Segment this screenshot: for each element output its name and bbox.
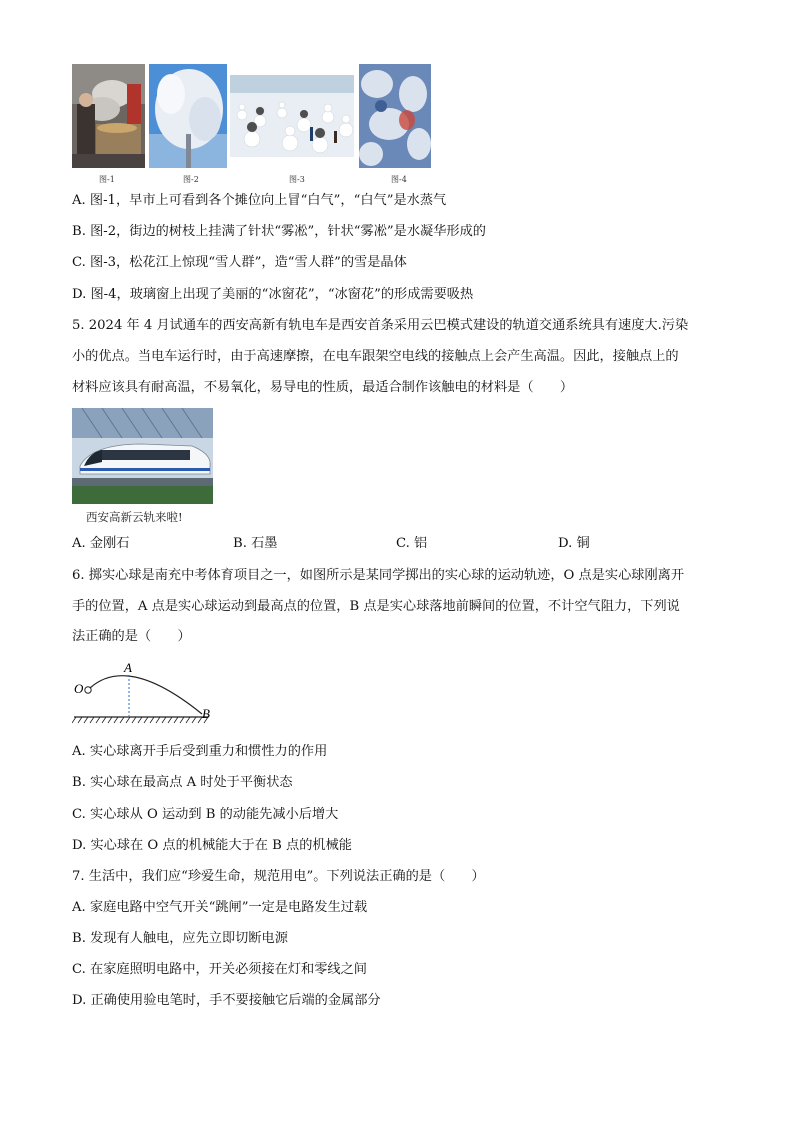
q6-option-b: B. 实心球在最高点 A 时处于平衡状态 (72, 775, 293, 790)
figure-2-rime-tree-photo (149, 64, 227, 168)
q7-option-d: D. 正确使用验电笔时，手不要接触它后端的金属部分 (72, 993, 381, 1008)
figure-2-caption: 图-2 (183, 175, 199, 184)
q6-option-a: A. 实心球离开手后受到重力和惯性力的作用 (72, 744, 328, 759)
q6-stem-line-2: 手的位置，A 点是实心球运动到最高点的位置，B 点是实心球落地前瞬间的位置，不计空气阻力，下列说 (72, 599, 680, 614)
q5-stem-line-1: 5. 2024 年 4 月试通车的西安高新有轨电车是西安首条采用云巴模式建设的轨道交通系统具有速度大.污染 (72, 318, 689, 333)
trajectory-curve (90, 676, 202, 714)
q5-stem-line-3: 材料应该具有耐高温，不易氧化，易导电的性质，最适合制作该触电的材料是（ ） (72, 380, 574, 395)
figure-1-market-photo (72, 64, 145, 168)
q4-option-d: D. 图-4，玻璃窗上出现了美丽的“冰窗花”，“冰窗花”的形成需要吸热 (72, 287, 474, 302)
q5-photo-caption: 西安高新云轨来啦! (86, 510, 183, 524)
figure-3-snowman-photo (230, 75, 354, 157)
q7-option-c: C. 在家庭照明电路中，开关必须接在灯和零线之间 (72, 962, 367, 977)
q6-stem-line-3: 法正确的是（ ） (72, 629, 191, 644)
q5-option-d: D. 铜 (558, 536, 590, 551)
q6-option-c: C. 实心球从 O 运动到 B 的动能先减小后增大 (72, 807, 339, 822)
q5-option-a: A. 金刚石 (72, 536, 130, 551)
label-b: B (202, 706, 210, 721)
figure-4-ice-window-photo (359, 64, 431, 168)
q7-option-b: B. 发现有人触电，应先立即切断电源 (72, 931, 288, 946)
figure-4-caption: 图-4 (391, 175, 407, 184)
q4-option-c: C. 图-3，松花江上惊现“雪人群”，造“雪人群”的雪是晶体 (72, 255, 407, 270)
q6-trajectory-diagram (72, 660, 222, 730)
label-o: O (74, 681, 84, 696)
figure-3-caption: 图-3 (289, 175, 305, 184)
q6-stem-line-1: 6. 掷实心球是南充中考体育项目之一，如图所示是某同学掷出的实心球的运动轨迹，O 点是实心球刚离开 (72, 568, 685, 583)
q5-option-b: B. 石墨 (233, 536, 278, 551)
q4-option-a: A. 图-1，早市上可看到各个摊位向上冒“白气”，“白气”是水蒸气 (72, 193, 447, 208)
q6-option-d: D. 实心球在 O 点的机械能大于在 B 点的机械能 (72, 838, 352, 853)
q5-option-c: C. 铝 (396, 536, 428, 551)
q7-option-a: A. 家庭电路中空气开关“跳闸”一定是电路发生过载 (72, 900, 368, 915)
figure-1-caption: 图-1 (99, 175, 115, 184)
q4-option-b: B. 图-2，街边的树枝上挂满了针状“雾凇”，针状“雾凇”是水凝华形成的 (72, 224, 486, 239)
q5-monorail-photo (72, 408, 213, 504)
q5-stem-line-2: 小的优点。当电车运行时，由于高速摩擦，在电车跟架空电线的接触点上会产生高温。因此，接触点上的 (72, 349, 679, 364)
ball-icon (85, 687, 91, 693)
q7-stem: 7. 生活中，我们应“珍爱生命，规范用电”。下列说法正确的是（ ） (72, 869, 485, 884)
label-a: A (124, 660, 132, 675)
